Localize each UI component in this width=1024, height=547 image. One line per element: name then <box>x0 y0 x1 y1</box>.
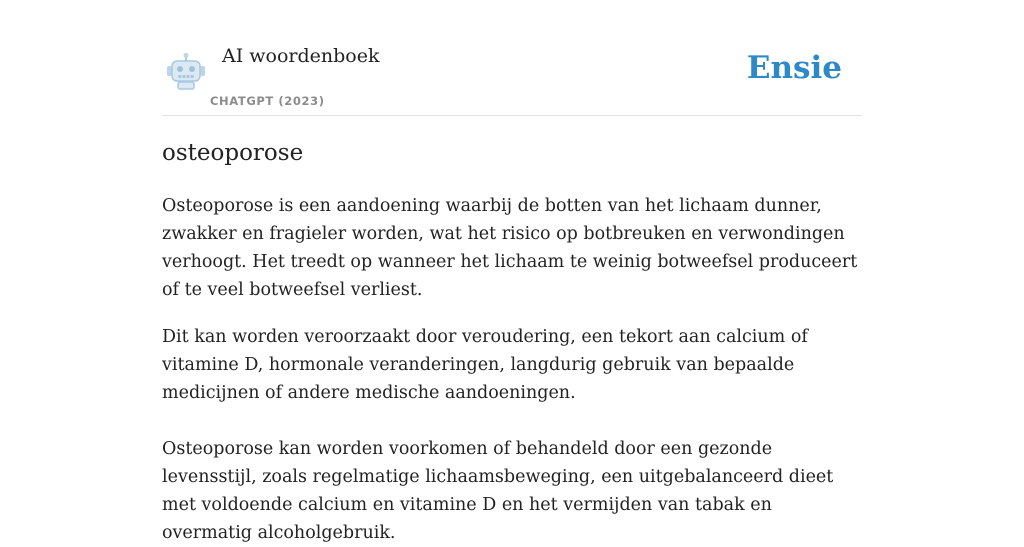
header <box>162 0 862 116</box>
definition-paragraph-2: Dit kan worden veroorzaakt door veroudering, een tekort aan calcium of vitamine D, hormonale veranderingen, langdurig gebruik van bepaalde medicijnen of andere medische aandoeningen. <box>162 327 808 403</box>
source-meta: CHATGPT (2023) <box>210 94 325 108</box>
brand-logo[interactable]: Ensie <box>746 50 842 86</box>
definition-paragraph-3: Osteoporose kan worden voorkomen of behandeld door een gezonde levensstijl, zoals regelmatige lichaamsbeweging, een uitgebalanceerd dieet met voldoende calcium en vitamine D en het vermijden van tabak en overmatig alcoholgebruik. <box>162 439 834 543</box>
robot-icon <box>166 52 206 90</box>
content-container <box>162 0 862 543</box>
source-title[interactable]: AI woordenboek <box>222 45 380 67</box>
entry-term: osteoporose <box>162 140 304 166</box>
definition-paragraph-1: Osteoporose is een aandoening waarbij de botten van het lichaam dunner, zwakker en fragieler worden, wat het risico op botbreuken en verwondingen verhoogt. Het treedt op wanneer het lichaam te weinig botweefsel produceert of te veel botweefsel verliest. <box>162 196 858 300</box>
